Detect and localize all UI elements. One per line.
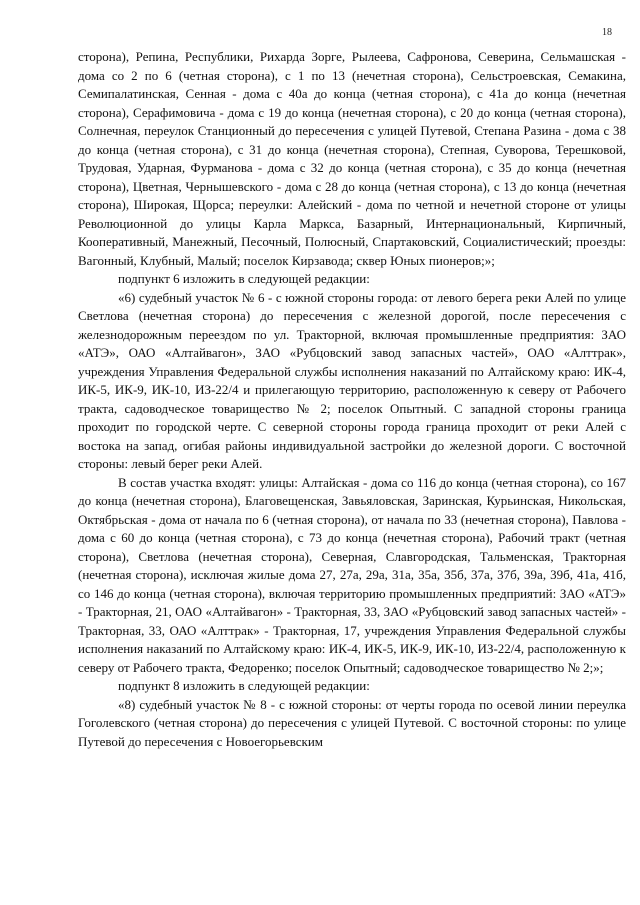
paragraph-district-6-composition: В состав участка входят: улицы: Алтайская - дома со 116 до конца (четная сторона), со 167 до конца (нечетная сторона), Благовещенская, Завьяловская, Заринская, Курьинская, Никольская, Октябрьская - дома от начала по 6 (четная сторона), от начала по 33 (нечетная сторона), Павлова - дома с 60 до конца (четная сторона), с 73 до конца (нечетная сторона), Рабочий тракт (четная сторона), Светлова (нечетная сторона), Северная, Славгородская, Тальменская, Тракторная (нечетная сторона), исключая жилые дома 27, 27а, 29а, 31а, 35а, 35б, 37а, 37б, 39а, 39б, 41а, 41б, со 146 до конца (четная сторона), включая территорию промышленных предприятий: ЗАО «АТЭ» - Тракторная, 21, ОАО «Алтайвагон» - Тракторная, 33, ЗАО «Рубцовский завод запасных частей» - Тракторная, 33, ОАО «Алттрак» - Тракторная, 17, учреждения Управления Федеральной службы исполнения наказаний по Алтайскому краю: ИК-4, ИК-5, ИК-9, ИК-10, ИЗ-22/4, расположенную к северу от Рабочего тракта, Федоренко; поселок Опытный; садоводческое товарищество № 2;»;	[78, 474, 626, 675]
paragraph-subpoint-8-heading: подпункт 8 изложить в следующей редакции:	[118, 678, 370, 693]
paragraph-court-district-8: «8) судебный участок № 8 - с южной стороны: от черты города по осевой линии переулка Гоголевского (четная сторона) до пересечения с улицей Путевой. С восточной стороны: по улице Путевой до пересечения с Новоегорьевским	[78, 696, 626, 749]
paragraph-court-district-6: «6) судебный участок № 6 - с южной стороны города: от левого берега реки Алей по улице Светлова (нечетная сторона) до пересечения с железной дорогой, после пересечения с железнодорожным переездом по ул. Тракторной, включая промышленные предприятия: ЗАО «АТЭ», ОАО «Алтайвагон», ЗАО «Рубцовский завод запасных частей», ОАО «Алттрак», учреждения Управления Федеральной службы исполнения наказаний по Алтайскому краю: ИК-4, ИК-5, ИК-9, ИК-10, ИЗ-22/4 и прилегающую территорию, расположенную к северу от Рабочего тракта, садоводческое товарищество № 2; поселок Опытный. С западной стороны граница проходит по городской черте. С северной стороны города граница проходит от реки Алей с востока на запад, огибая районы индивидуальной застройки до железной дороги. С восточной стороны: левый берег реки Алей.	[78, 289, 626, 471]
paragraph-continuation: сторона), Репина, Республики, Рихарда Зорге, Рылеева, Сафронова, Северина, Сельмашская - дома со 2 по 6 (четная сторона), с 1 по 13 (нечетная сторона), Сельстроевская, Семакина, Семипалатинская, Сенная - дома с 40а до конца (четная сторона), с 41а до конца (нечетная сторона), Серафимовича - дома с 19 до конца (нечетная сторона), с 20 до конца (четная сторона), Солнечная, переулок Станционный до пересечения с улицей Путевой, Степана Разина - дома с 38 до конца (четная сторона), с 31 до конца (нечетная сторона), Степная, Суворова, Терешковой, Трудовая, Ударная, Фурманова - дома с 32 до конца (четная сторона), с 35 до конца (нечетная сторона), Цветная, Чернышевского - дома с 28 до конца (четная сторона), с 13 до конца (нечетная сторона), Широкая, Щорса; переулки: Алейский - дома по четной и нечетной стороне от улицы Революционной до улицы Карла Маркса, Базарный, Интернациональный, Кирпичный, Кооперативный, Манежный, Песочный, Полюсный, Спартаковский, Социалистический; проезды: Вагонный, Клубный, Малый; поселок Кирзавода; сквер Юных пионеров;»;	[78, 49, 626, 268]
paragraph-subpoint-6-heading: подпункт 6 изложить в следующей редакции:	[118, 271, 370, 286]
page-number: 18	[602, 27, 612, 38]
document-body	[78, 48, 626, 751]
